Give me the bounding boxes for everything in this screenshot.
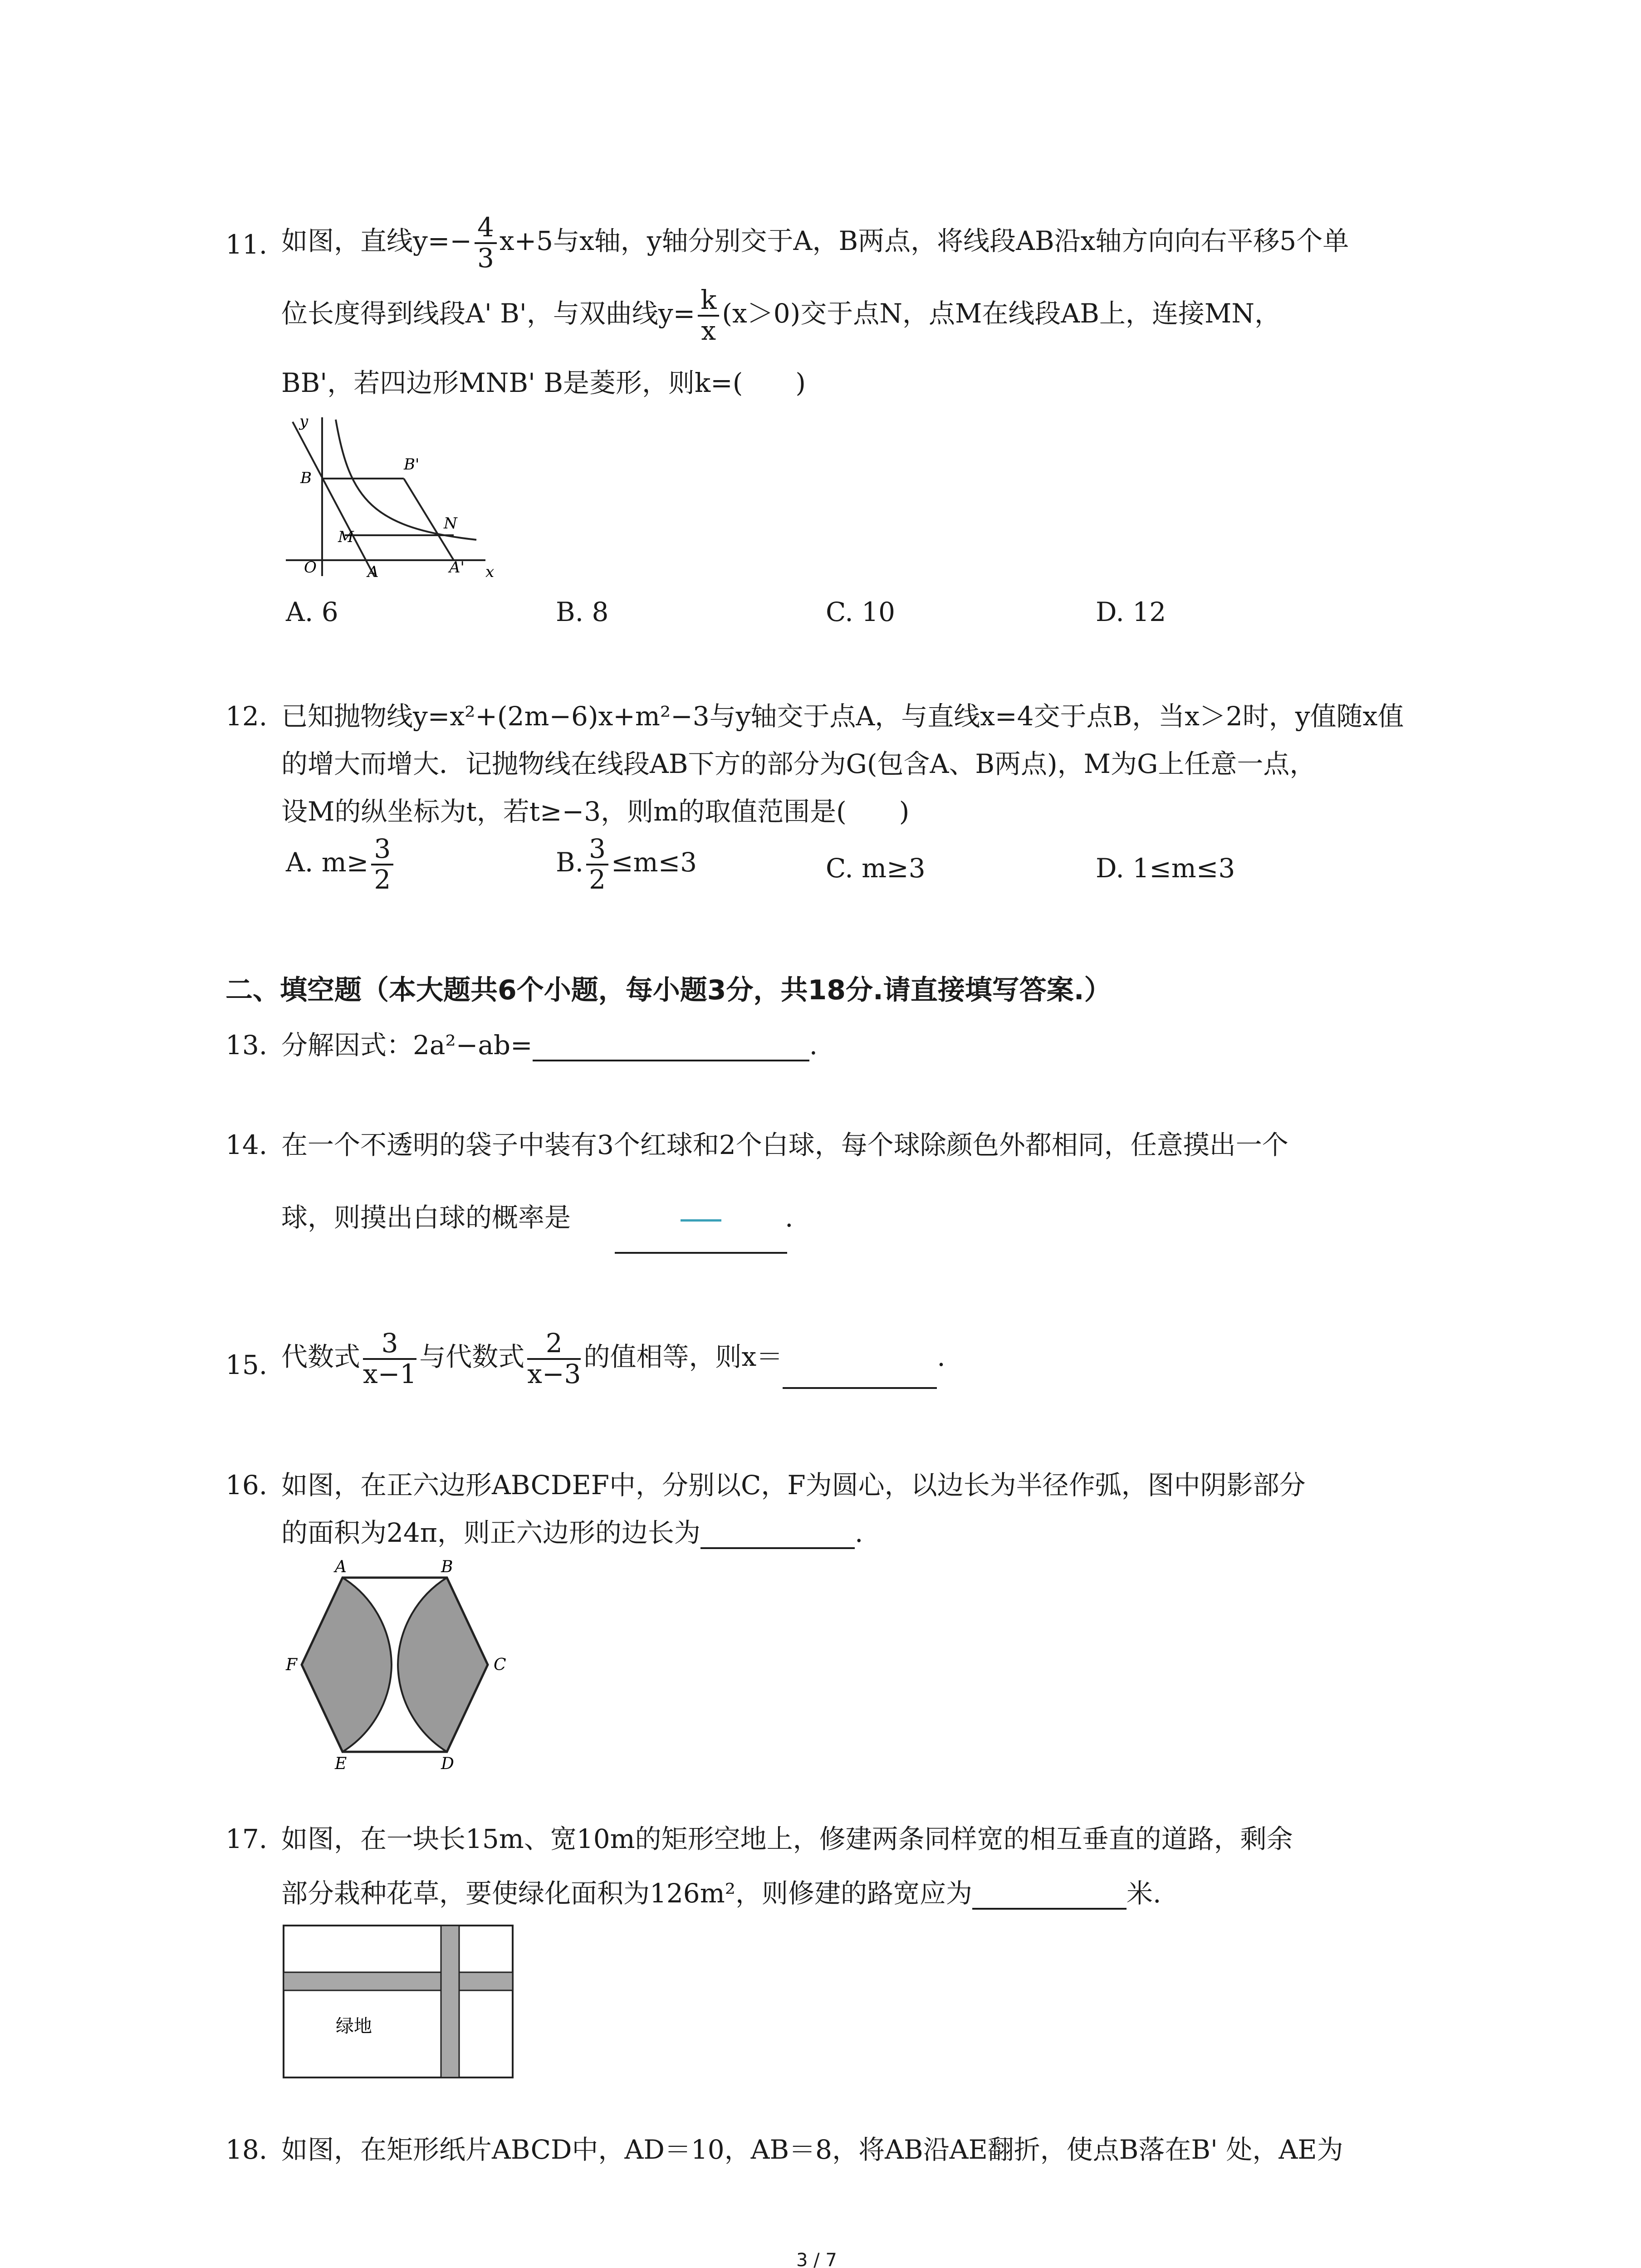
question-12-number: 12. <box>225 701 268 732</box>
q12-option-d: D. 1≤m≤3 <box>1096 853 1235 884</box>
frac-den: x−3 <box>527 1358 581 1389</box>
opt-text: B. <box>556 846 584 878</box>
question-11-line-3: BB'，若四边形MNB' B是菱形，则k=( ) <box>281 367 806 398</box>
question-14-number: 14. <box>225 1129 268 1160</box>
q17-text: 米. <box>1126 1878 1161 1909</box>
question-16-line-2 <box>281 1517 863 1549</box>
vertical-road <box>441 1926 459 2077</box>
label-F: F <box>286 1656 297 1674</box>
label-B: B <box>300 469 312 487</box>
fraction-3-2 <box>371 835 393 894</box>
opt-text: A. m≥ <box>286 846 369 878</box>
question-12-line-2: 的增大而增大．记抛物线在线段AB下方的部分为G(包含A、B两点)，M为G上任意一点， <box>281 748 1316 779</box>
frac-num: 3 <box>363 1329 416 1360</box>
frac-num: 2 <box>527 1329 581 1360</box>
answer-blank[interactable] <box>972 1881 1127 1910</box>
frac-num: 3 <box>371 835 393 865</box>
fraction-4-3 <box>475 213 497 273</box>
fraction-3-2 <box>586 835 608 894</box>
answer-blank[interactable] <box>700 1520 855 1549</box>
q15-text: 的值相等，则x＝ <box>583 1341 783 1372</box>
q12-option-a <box>286 835 396 894</box>
q11-text-segment: x+5与x轴，y轴分别交于A，B两点，将线段AB沿x轴方向向右平移5个单 <box>499 225 1349 256</box>
field-rectangle <box>284 1926 513 2077</box>
q11-text-segment: 位长度得到线段A' B'，与双曲线y= <box>281 298 696 329</box>
q15-text: 与代数式 <box>419 1341 525 1372</box>
frac-den: 3 <box>477 242 494 274</box>
label-M: M <box>338 528 354 546</box>
q14-end: . <box>785 1202 794 1233</box>
shaded-arc-left <box>302 1578 392 1752</box>
q11-option-d: D. 12 <box>1096 596 1166 627</box>
question-12-line-3: 设M的纵坐标为t，若t≥−3，则m的取值范围是( ) <box>281 796 910 827</box>
q15-end: . <box>937 1341 945 1372</box>
question-14-line-1: 在一个不透明的袋子中装有3个红球和2个白球，每个球除颜色外都相同，任意摸出一个 <box>281 1129 1288 1160</box>
question-11-number: 11. <box>225 229 268 260</box>
q14-text: 球，则摸出白球的概率是 <box>281 1202 571 1233</box>
label-O: O <box>304 558 317 577</box>
fraction-3-over-x-minus-1 <box>363 1329 416 1389</box>
answer-blank[interactable] <box>783 1360 937 1389</box>
question-16-line-1: 如图，在正六边形ABCDEF中，分别以C，F为圆心，以边长为半径作弧，图中阴影部分 <box>281 1470 1306 1501</box>
question-18-number: 18. <box>225 2134 268 2165</box>
label-B: B <box>441 1558 453 1576</box>
frac-num: 4 <box>475 213 497 244</box>
question-11-line-2 <box>281 286 1281 346</box>
label-C: C <box>494 1656 506 1674</box>
label-A: A <box>335 1558 347 1576</box>
fraction-2-over-x-minus-3 <box>527 1329 581 1389</box>
q11-graph-figure <box>272 408 499 581</box>
question-17-number: 17. <box>225 1823 268 1854</box>
label-A: A <box>367 563 379 581</box>
question-13-number: 13. <box>225 1030 268 1061</box>
shaded-arc-right <box>398 1578 488 1752</box>
fraction-k-x <box>698 286 719 346</box>
q16-text: 的面积为24π，则正六边形的边长为 <box>281 1517 700 1548</box>
q11-option-b: B. 8 <box>556 596 609 627</box>
q11-text-segment: 如图，直线y=− <box>281 225 472 256</box>
question-15-number: 15. <box>225 1349 268 1380</box>
frac-num: 3 <box>586 835 608 865</box>
q11-text-segment: (x＞0)交于点N，点M在线段AB上，连接MN， <box>722 298 1281 329</box>
q15-text: 代数式 <box>281 1341 361 1372</box>
question-17-line-1: 如图，在一块长15m、宽10m的矩形空地上，修建两条同样宽的相互垂直的道路，剩余 <box>281 1823 1293 1854</box>
frac-den: x <box>701 315 716 346</box>
q12-option-c: C. m≥3 <box>826 853 926 884</box>
label-D: D <box>441 1755 454 1769</box>
line-AB <box>293 422 374 576</box>
question-17-line-2 <box>281 1878 1161 1910</box>
frac-den: x−1 <box>363 1358 417 1389</box>
answer-blank[interactable] <box>533 1032 809 1061</box>
q14-fraction-bar <box>681 1219 721 1222</box>
question-16-number: 16. <box>225 1470 268 1501</box>
q17-text: 部分栽种花草，要使绿化面积为126m²，则修建的路宽应为 <box>281 1878 972 1909</box>
q12-option-b <box>556 835 697 894</box>
section-2-title: 二、填空题（本大题共6个小题，每小题3分，共18分.请直接填写答案.） <box>225 974 1112 1006</box>
question-18-line-1: 如图，在矩形纸片ABCD中，AD＝10，AB＝8，将AB沿AE翻折，使点B落在B' 处，AE为 <box>281 2134 1343 2165</box>
q17-rectangle-figure <box>281 1923 517 2082</box>
q16-end: . <box>854 1517 863 1548</box>
question-11-line-1 <box>281 213 1349 273</box>
q11-option-a: A. 6 <box>286 596 338 627</box>
frac-den: 2 <box>374 864 391 895</box>
label-y: y <box>299 412 309 430</box>
question-12-line-1: 已知抛物线y=x²+(2m−6)x+m²−3与y轴交于点A，与直线x=4交于点B，当x＞2时，y值随x值 <box>281 701 1404 732</box>
label-A-prime: A' <box>449 558 465 577</box>
answer-blank[interactable] <box>615 1252 787 1254</box>
label-x: x <box>485 563 495 581</box>
horizontal-road <box>284 1972 513 1990</box>
frac-den: 2 <box>589 864 606 895</box>
opt-text: ≤m≤3 <box>611 846 697 878</box>
q11-option-c: C. 10 <box>826 596 895 627</box>
label-B-prime: B' <box>404 455 420 474</box>
label-N: N <box>444 514 457 533</box>
q16-hexagon-figure <box>281 1556 517 1769</box>
q13-end: . <box>809 1030 818 1061</box>
q13-text: 分解因式：2a²−ab= <box>281 1030 533 1061</box>
question-15-line <box>281 1329 945 1389</box>
page-number: 3 / 7 <box>796 2250 837 2268</box>
question-13-line <box>281 1030 818 1061</box>
frac-num: k <box>698 286 719 317</box>
question-14-line-2 <box>281 1202 571 1234</box>
green-area-label: 绿地 <box>336 2016 372 2037</box>
label-E: E <box>335 1755 347 1769</box>
